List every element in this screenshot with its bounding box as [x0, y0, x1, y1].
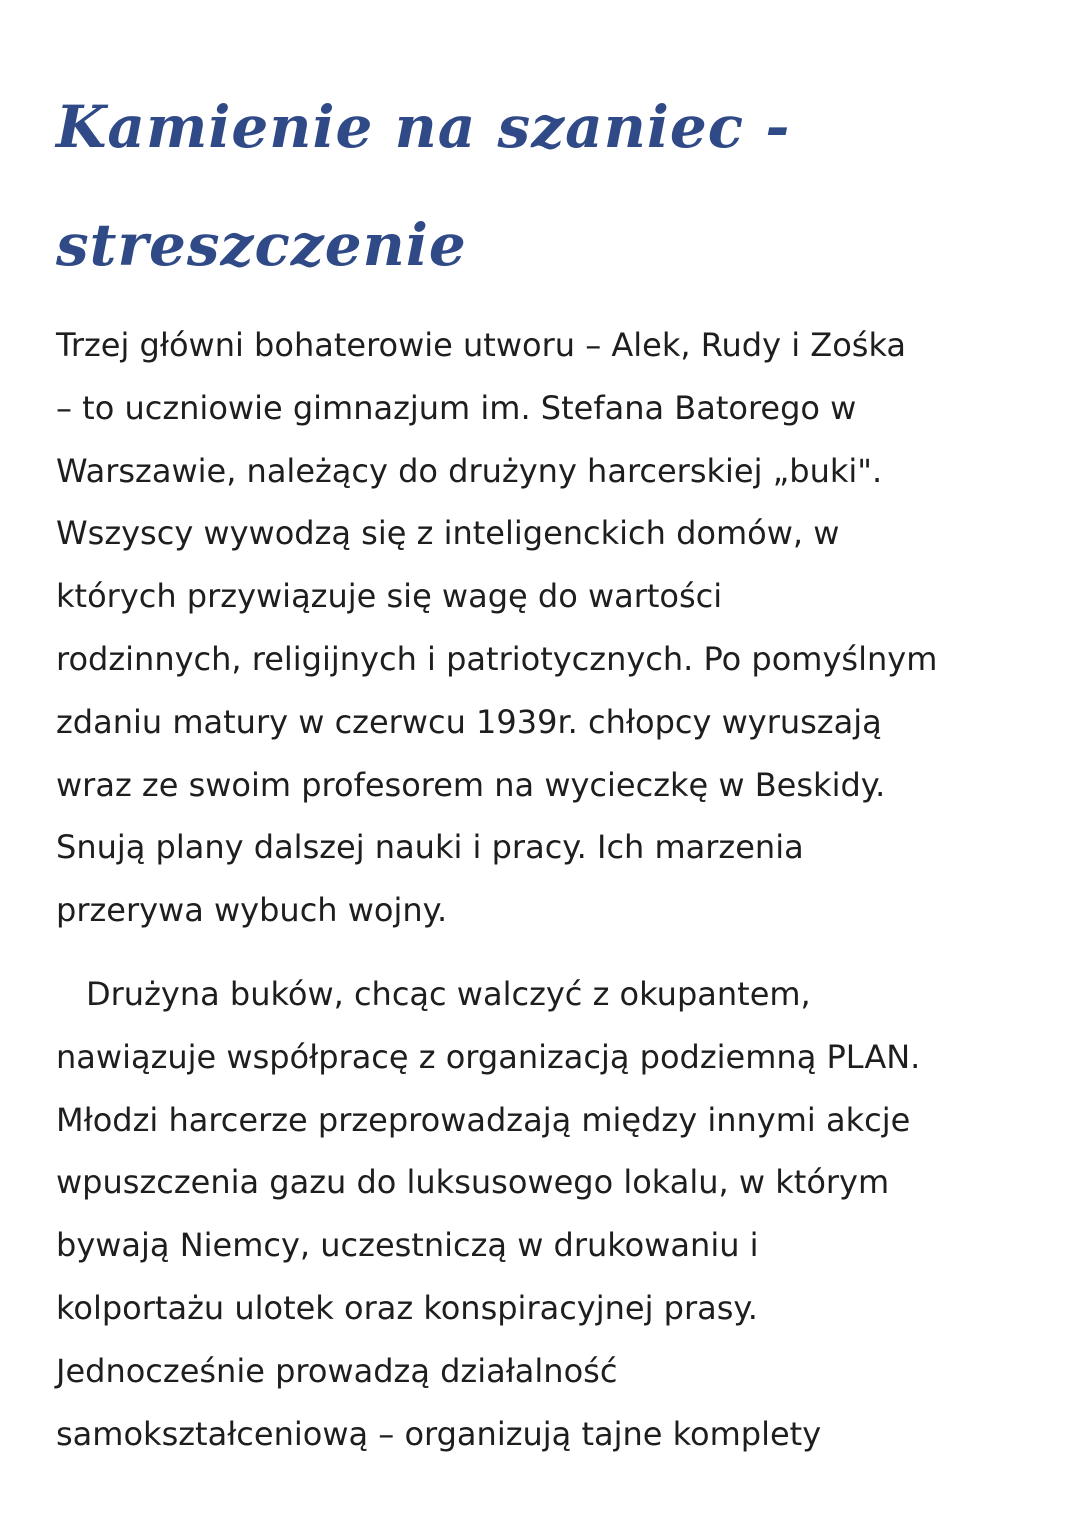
text-line: nawiązuje współpracę z organizacją podziemną PLAN.	[56, 1037, 921, 1076]
text-line: Jednocześnie prowadzą działalność	[56, 1351, 618, 1390]
text-line: zdaniu matury w czerwcu 1939r. chłopcy wyruszają	[56, 702, 882, 741]
text-line: Snują plany dalszej nauki i pracy. Ich marzenia	[56, 828, 804, 867]
text-line: Wszyscy wywodzą się z inteligenckich domów, w	[56, 514, 840, 553]
text-line: wraz ze swoim profesorem na wycieczkę w Beskidy.	[56, 765, 886, 804]
paragraph-1	[56, 314, 1046, 942]
paragraph-2	[56, 963, 1046, 1465]
text-line: – to uczniowie gimnazjum im. Stefana Batorego w	[56, 388, 857, 427]
document-title	[56, 68, 956, 304]
text-line: bywają Niemcy, uczestniczą w drukowaniu i	[56, 1226, 759, 1265]
text-line: Warszawie, należący do drużyny harcerskiej „buki".	[56, 451, 883, 490]
text-line: przerywa wybuch wojny.	[56, 891, 448, 930]
text-line: Trzej główni bohaterowie utworu – Alek, Rudy i Zośka	[56, 326, 907, 364]
text-line: kolportażu ulotek oraz konspiracyjnej prasy.	[56, 1288, 758, 1327]
text-line: których przywiązuje się wagę do wartości	[56, 577, 723, 616]
text-line: Młodzi harcerze przeprowadzają między innymi akcje	[56, 1100, 911, 1139]
text-line: samokształceniową – organizują tajne komplety	[56, 1414, 822, 1453]
title-line-1: Kamienie na szaniec -	[56, 93, 791, 161]
text-line: rodzinnych, religijnych i patriotycznych. Po pomyślnym	[56, 639, 938, 678]
text-line: Drużyna buków, chcąc walczyć z okupantem,	[86, 975, 811, 1013]
title-line-2: streszczenie	[56, 211, 467, 279]
text-line: wpuszczenia gazu do luksusowego lokalu, w którym	[56, 1163, 890, 1202]
